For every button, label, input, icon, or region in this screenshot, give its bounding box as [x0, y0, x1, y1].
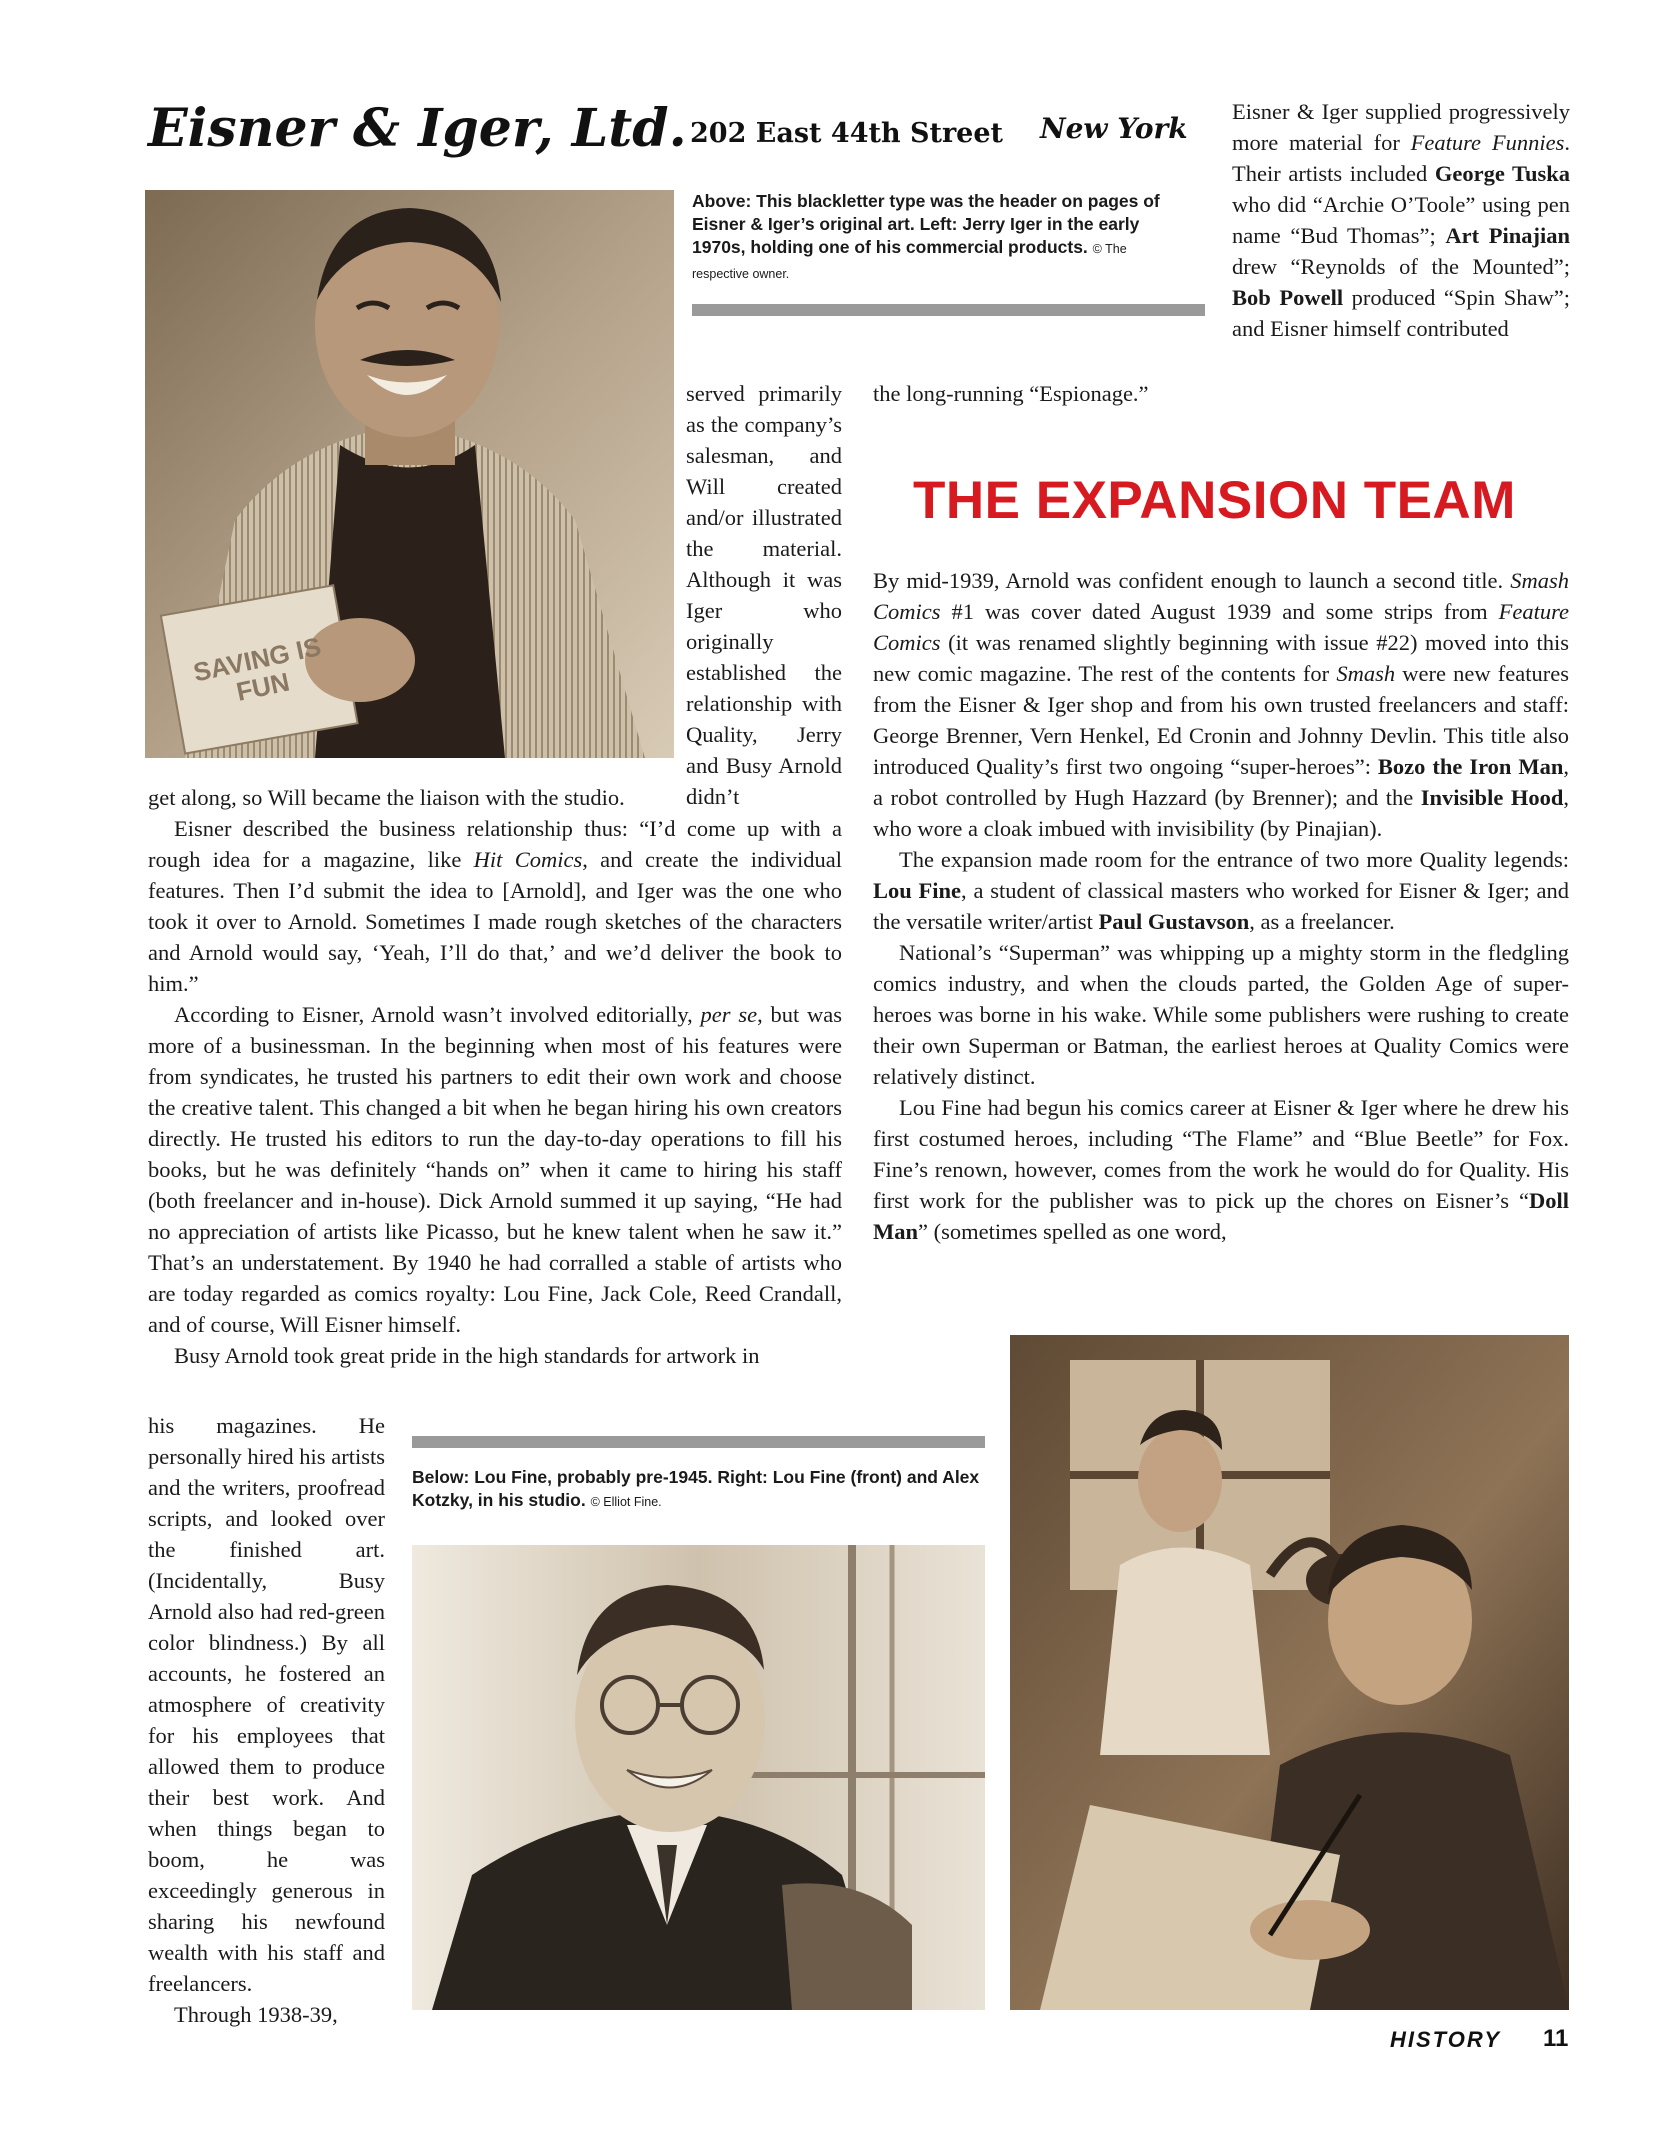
rt-i1: Feature Funnies [1410, 130, 1565, 155]
header-company: Eisner & Iger, Ltd. [148, 98, 687, 159]
caption-bottom-text: Below: Lou Fine, probably pre-1945. Right: Lou Fine (front) and Alex Kotzky, in his studio. [412, 1467, 980, 1510]
left-p1b: , and create the individual features. Then I’d submit the idea to [Arnold], and Iger was the one who took it over to Arnold. Sometimes I made rough sketches of the characters and Arnold would say, ‘Yeah, I’ll do that,’ and we’d deliver the book to him.” [148, 847, 842, 996]
left-p4: Through 1938-39, [174, 2002, 338, 2027]
left-column-narrow [148, 1410, 385, 2030]
right-p2c: , as a freelancer. [1249, 909, 1395, 934]
left-p2b: , but was more of a businessman. In the beginning when most of his features were from syndicates, he trusted his partners to edit their own work and choose the creative talent. This changed a bit when he began hiring his own creators directly. He trusted his editors to run the day-to-day operations to fill his books, but he was definitely “hands on” when it came to hiring his staff (both freelancer and in-house). Dick Arnold summed it up saying, “He had no appreciation of artists like Picasso, but he knew talent when he saw it.” That’s an understatement. By 1940 he had corralled a stable of artists who are today regarded as comics royalty: Lou Fine, Jack Cole, Reed Crandall, and of course, Will Eisner himself. [148, 1002, 842, 1337]
right-p4 [873, 1092, 1569, 1247]
headline: THE EXPANSION TEAM [913, 471, 1516, 530]
right-p2b: , a student of classical masters who worked for Eisner & Iger; and the versatile writer/artist [873, 878, 1569, 934]
right-p1a: By mid-1939, Arnold was confident enough to launch a second title. [873, 568, 1511, 593]
header-address: 202 East 44th Street [690, 118, 1004, 149]
right-p1b2: Invisible Hood [1420, 785, 1564, 810]
narrow-column [686, 378, 842, 812]
caption-bottom-credit: © Elliot Fine. [590, 1495, 662, 1509]
right-p1e: , a robot controlled by Hugh Hazzard (by Brenner); and the [873, 754, 1569, 810]
left-p1 [148, 813, 842, 999]
book-cover-text: SAVING IS FUN [190, 631, 324, 707]
page-number: 11 [1543, 2025, 1569, 2052]
rule-top [692, 304, 1205, 316]
left-p2 [148, 999, 842, 1340]
rule-bottom [412, 1436, 985, 1448]
right-p4c: ” (sometimes spelled as one word, [918, 1219, 1227, 1244]
right-p1b: #1 was cover dated August 1939 and some strips from [940, 599, 1499, 624]
left-p2a: According to Eisner, Arnold wasn’t involved editorially, [174, 1002, 701, 1027]
rt-t4: drew “Reynolds of the Mounted”; [1232, 254, 1570, 279]
rt-t5: produced “Spin Shaw”; and Eisner himself contributed [1232, 285, 1570, 341]
left-p2i: per se [700, 1002, 758, 1027]
left-p1a: Eisner described the business relationship thus: “I’d come up with a rough idea for a magazine, like [148, 816, 842, 872]
right-p4a: Lou Fine had begun his comics career at Eisner & Iger where he drew his first costumed heroes, including “The Flame” and “Blue Beetle” for Fox. Fine’s renown, however, comes from the work he would do for Quality. His first work for the publisher was to pick up the chores on Eisner’s “ [873, 1095, 1569, 1213]
right-p1b1: Bozo the Iron Man [1377, 754, 1564, 779]
footer-section: HISTORY [1390, 2027, 1501, 2052]
right-p1d: were new features from the Eisner & Iger shop and from his own trusted freelancers and staff: George Brenner, Vern Henkel, Ed Cronin and Johnny Devlin. This title also introduced Quality’s first two ongoing “super-heroes”: [873, 661, 1570, 779]
rt-b2: Art Pinajian [1445, 223, 1570, 248]
right-p2 [873, 844, 1569, 937]
header-city: New York [1040, 112, 1188, 145]
rt-t1: Eisner & Iger supplied progressively more material for [1232, 99, 1570, 155]
left-p3-cont: his magazines. He personally hired his artists and the writers, proofread scripts, and looked over the finished art. (Incidentally, Busy Arnold also had red-green color blindness.) By all accounts, he fostered an atmosphere of creativity for his employees that allowed them to produce their best work. And when things began to boom, he was exceedingly generous in sharing his newfound wealth with his staff and freelancers. [148, 1413, 385, 1996]
photo-lou-fine-studio [1010, 1335, 1569, 2010]
left-p0: get along, so Will became the liaison with the studio. [148, 785, 625, 810]
left-column [148, 782, 842, 1371]
right-column [873, 565, 1569, 1247]
right-p2b2: Paul Gustavson [1098, 909, 1250, 934]
left-p1i: Hit Comics [473, 847, 583, 872]
rt-b1: George Tuska [1434, 161, 1571, 186]
right-p2b1: Lou Fine [873, 878, 962, 903]
caption-bottom [412, 1466, 990, 1514]
right-p1i1: Smash Comics [873, 568, 1569, 624]
caption-top-text: Above: This blackletter type was the header on pages of Eisner & Iger’s original art. Left: Jerry Iger in the early 1970s, holding one of his commercial products. [692, 191, 1160, 257]
left-p3: Busy Arnold took great pride in the high standards for artwork in [174, 1343, 760, 1368]
right-p3: National’s “Superman” was whipping up a mighty storm in the fledgling comics industry, and when the clouds parted, the Golden Age of super-heroes was borne in his wake. While some publishers were rushing to create their own Superman or Batman, the earliest heroes at Quality Comics were relatively distinct. [873, 940, 1569, 1089]
rt-b3: Bob Powell [1232, 285, 1344, 310]
col-right-top [1232, 96, 1570, 344]
photo-jerry-iger [145, 190, 674, 758]
rt-t3: who did “Archie O’Toole” using pen name “Bud Thomas”; [1232, 192, 1570, 248]
right-p2a: The expansion made room for the entrance of two more Quality legends: [899, 847, 1569, 872]
rt-t2: . Their artists included [1232, 130, 1570, 186]
right-p1i3: Smash [1336, 661, 1396, 686]
right-p1 [873, 565, 1569, 844]
right-p4b: Doll Man [873, 1188, 1569, 1244]
caption-top [692, 190, 1172, 286]
right-p1c: (it was renamed slightly beginning with issue #22) moved into this new comic magazine. The rest of the contents for [873, 630, 1569, 686]
col-mid-top [873, 378, 1213, 409]
col-mid-top-text: the long-running “Espionage.” [873, 381, 1149, 406]
right-p1i2: Feature Comics [873, 599, 1569, 655]
narrow-column-text: served primarily as the company’s salesman, and Will created and/or illustrated the material. Although it was Iger who originally established the relationship with Quality, Jerry and Busy Arnold didn’t [686, 381, 842, 809]
right-p1f: , who wore a cloak imbued with invisibility (by Pinajian). [873, 785, 1569, 841]
caption-top-credit: © The respective owner. [692, 242, 1127, 281]
photo-lou-fine [412, 1545, 985, 2010]
